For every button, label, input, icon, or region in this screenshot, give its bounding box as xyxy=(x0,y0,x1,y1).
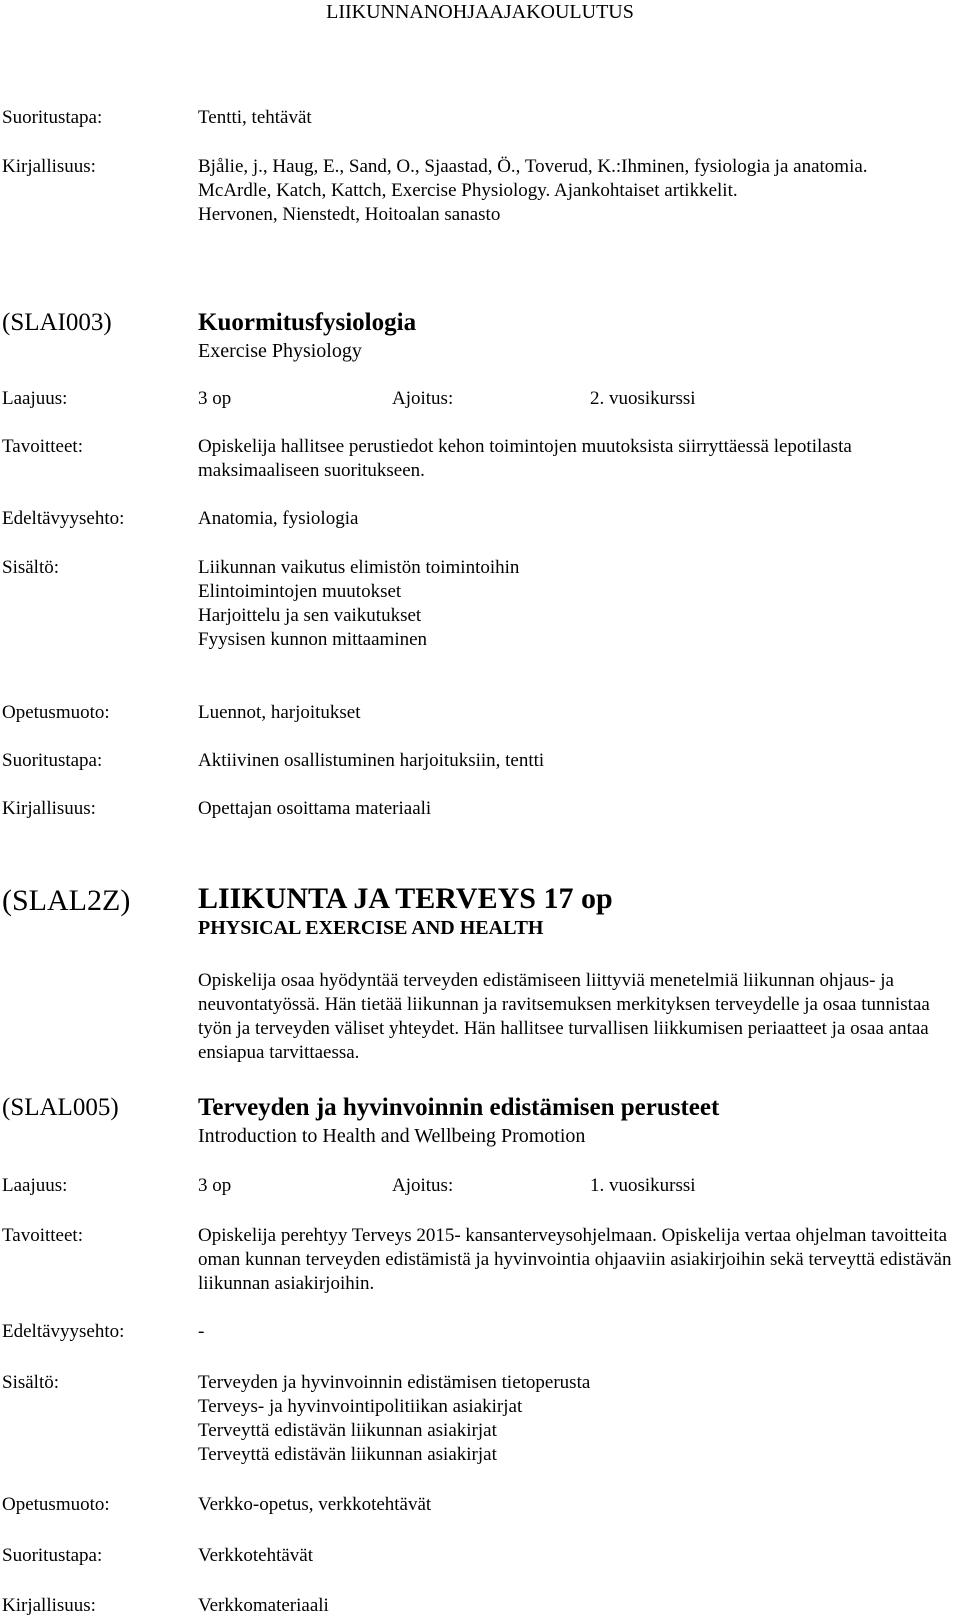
course-heading xyxy=(198,308,416,364)
course-code: (SLAL005) xyxy=(2,1094,119,1121)
opetusmuoto-label: Opetusmuoto: xyxy=(2,1494,110,1515)
opetusmuoto-value: Luennot, harjoitukset xyxy=(198,702,361,723)
kirjallisuus-label: Kirjallisuus: xyxy=(2,156,96,177)
opetusmuoto-value: Verkko-opetus, verkkotehtävät xyxy=(198,1494,432,1515)
sisalto-label: Sisältö: xyxy=(2,1372,60,1393)
kirjallisuus-value: Verkkomateriaali xyxy=(198,1595,329,1616)
kirjallisuus-list xyxy=(198,155,918,227)
sisalto-item: Terveyttä edistävän liikunnan asiakirjat xyxy=(198,1420,497,1441)
course-code: (SLAI003) xyxy=(2,309,112,336)
kirjallisuus-line: Hervonen, Nienstedt, Hoitoalan sanasto xyxy=(198,204,501,225)
tavoitteet-label: Tavoitteet: xyxy=(2,436,83,457)
page-header xyxy=(0,0,960,24)
module-title: LIIKUNTA JA TERVEYS 17 op xyxy=(198,882,613,915)
sisalto-item: Terveyttä edistävän liikunnan asiakirjat xyxy=(198,1444,497,1465)
suoritustapa-value: Tentti, tehtävät xyxy=(198,107,312,128)
laajuus-value: 3 op xyxy=(198,1175,232,1196)
module-code: (SLAL2Z) xyxy=(2,884,131,917)
ajoitus-label: Ajoitus: xyxy=(392,1175,454,1196)
sisalto-item: Harjoittelu ja sen vaikutukset xyxy=(198,605,422,626)
edeltavyysehto-label: Edeltävyysehto: xyxy=(2,508,125,529)
laajuus-label: Laajuus: xyxy=(2,388,68,409)
suoritustapa-label: Suoritustapa: xyxy=(2,107,103,128)
sisalto-item: Terveys- ja hyvinvointipolitiikan asiakirjat xyxy=(198,1396,523,1417)
kirjallisuus-value: Opettajan osoittama materiaali xyxy=(198,798,432,819)
tavoitteet-value: Opiskelija perehtyy Terveys 2015- kansanterveysohjelmaan. Opiskelija vertaa ohjelman tavoitteita oman kunnan terveyden edistämistä ja hyvinvointia ohjaaviin asiakirjoihin sekä terveyttä edistävän liikunnan asiakirjoihin. xyxy=(198,1225,952,1294)
sisalto-item: Elintoimintojen muutokset xyxy=(198,581,402,602)
sisalto-list xyxy=(198,556,958,652)
kirjallisuus-label: Kirjallisuus: xyxy=(2,1595,96,1616)
tavoitteet-value: Opiskelija hallitsee perustiedot kehon toimintojen muutoksista siirryttäessä lepotilasta maksimaaliseen suoritukseen. xyxy=(198,436,852,481)
sisalto-item: Terveyden ja hyvinvoinnin edistämisen tietoperusta xyxy=(198,1372,591,1393)
suoritustapa-label: Suoritustapa: xyxy=(2,750,103,771)
course-title: Terveyden ja hyvinvoinnin edistämisen perusteet xyxy=(198,1094,720,1121)
suoritustapa-value: Aktiivinen osallistuminen harjoituksiin, tentti xyxy=(198,750,545,771)
opetusmuoto-label: Opetusmuoto: xyxy=(2,702,110,723)
tavoitteet-label: Tavoitteet: xyxy=(2,1225,83,1246)
laajuus-value: 3 op xyxy=(198,388,232,409)
edeltavyysehto-value: Anatomia, fysiologia xyxy=(198,508,359,529)
course-title: Kuormitusfysiologia xyxy=(198,309,417,336)
module-description: Opiskelija osaa hyödyntää terveyden edistämiseen liittyviä menetelmiä liikunnan ohjaus- ja neuvontatyössä. Hän tietää liikunnan ja ravitsemuksen merkityksen terveydelle ja osaa tunnistaa työn ja terveyden väliset yhteydet. Hän hallitsee turvallisen liikkumisen periaatteet ja osaa antaa ensiapua tarvittaessa. xyxy=(198,970,930,1063)
edeltavyysehto-label: Edeltävyysehto: xyxy=(2,1321,125,1342)
ajoitus-value: 1. vuosikurssi xyxy=(590,1175,696,1196)
module-subtitle: PHYSICAL EXERCISE AND HEALTH xyxy=(198,917,544,939)
suoritustapa-label: Suoritustapa: xyxy=(2,1545,103,1566)
course-subtitle: Exercise Physiology xyxy=(198,340,362,362)
sisalto-item: Fyysisen kunnon mittaaminen xyxy=(198,629,428,650)
kirjallisuus-label: Kirjallisuus: xyxy=(2,798,96,819)
kirjallisuus-line: McArdle, Katch, Kattch, Exercise Physiology. Ajankohtaiset artikkelit. xyxy=(198,180,738,201)
ajoitus-value: 2. vuosikurssi xyxy=(590,388,696,409)
course-subtitle: Introduction to Health and Wellbeing Promotion xyxy=(198,1125,586,1147)
laajuus-label: Laajuus: xyxy=(2,1175,68,1196)
edeltavyysehto-value: - xyxy=(198,1321,205,1342)
sisalto-item: Liikunnan vaikutus elimistön toimintoihin xyxy=(198,557,520,578)
document-title: LIIKUNNANOHJAAJAKOULUTUS xyxy=(326,1,634,23)
sisalto-label: Sisältö: xyxy=(2,557,60,578)
ajoitus-label: Ajoitus: xyxy=(392,388,454,409)
module-heading xyxy=(198,882,613,940)
sisalto-list xyxy=(198,1371,958,1467)
course-heading xyxy=(198,1093,719,1149)
kirjallisuus-line: Bjålie, j., Haug, E., Sand, O., Sjaastad, Ö., Toverud, K.:Ihminen, fysiologia ja anatomia. xyxy=(198,156,868,177)
suoritustapa-value: Verkkotehtävät xyxy=(198,1545,314,1566)
